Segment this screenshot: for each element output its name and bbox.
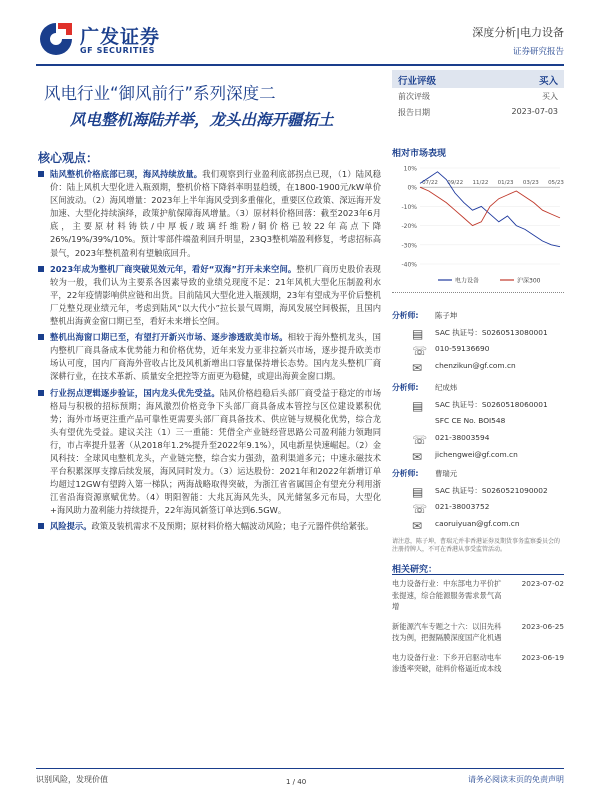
para-lead: 行业拐点逻辑逐步验证，国内龙头优先受益。 xyxy=(50,387,220,398)
analyst-phone: 021-38003594 xyxy=(435,433,490,442)
analyst-sfc: SFC CE No. BOI548 xyxy=(435,416,506,425)
bullet-icon xyxy=(38,390,44,396)
footer-disclaimer: 请务必阅读末页的免责声明 xyxy=(468,775,564,784)
core-para-4 xyxy=(38,387,381,518)
prev-rating-row xyxy=(392,88,564,104)
related-item-title[interactable]: 电力设备行业：下乡开启驱动电车渗透率突破，硅料价格逼近成本线 xyxy=(392,652,502,673)
report-subtitle: 风电整机海陆并举，龙头出海开疆拓土 xyxy=(70,111,334,129)
x-tick-label: 09/22 xyxy=(447,180,464,187)
core-body xyxy=(38,168,381,537)
analyst-3 xyxy=(392,468,564,536)
analyst-email[interactable]: chenzikun@gf.com.cn xyxy=(435,361,516,370)
analyst-name: 陈子坤 xyxy=(435,311,458,320)
related-title: 相关研究： xyxy=(392,565,438,575)
related-item[interactable] xyxy=(392,652,564,675)
related-item-date: 2023-06-19 xyxy=(521,652,564,662)
series-line xyxy=(420,172,560,247)
rating-value: 买入 xyxy=(538,76,558,87)
page-number: 1 / 40 xyxy=(286,778,307,786)
legend-label: 沪深300 xyxy=(517,277,541,285)
para-lead: 整机出海窗口期已至，有望打开新兴市场、逐步渗透欧美市场。 xyxy=(50,332,288,343)
x-tick-label: 03/23 xyxy=(522,180,539,187)
report-title: 风电行业“御风前行”系列深度二 xyxy=(44,84,276,103)
chart-svg xyxy=(392,160,564,290)
logo-cn-text: 广发证券 xyxy=(80,26,161,48)
report-date-row xyxy=(392,104,564,120)
analyst-email[interactable]: caoruiyuan@gf.com.cn xyxy=(435,519,520,528)
related-item-title[interactable]: 电力设备行业：中东部电力平价扩张提速，综合能源服务需求景气高增 xyxy=(392,579,502,611)
related-item-date: 2023-07-02 xyxy=(521,579,564,588)
analyst-label: 分析师: xyxy=(392,383,419,392)
header-divider xyxy=(36,64,564,66)
y-tick-label: -40% xyxy=(401,261,417,269)
phone-icon: ☏ xyxy=(412,344,428,358)
logo-mark-icon xyxy=(36,20,76,58)
footer-slogan: 识别风险，发现价值 xyxy=(36,775,108,784)
related-item-date: 2023-06-25 xyxy=(521,621,564,631)
bullet-icon xyxy=(38,334,44,340)
analyst-email[interactable]: jichengwei@gf.com.cn xyxy=(435,450,518,459)
analyst-name: 曹瑞元 xyxy=(435,469,458,478)
para-lead: 2023年成为整机厂商突破见效元年，看好“双海”打开未来空间。 xyxy=(50,263,297,274)
company-logo xyxy=(36,20,176,60)
core-title: 核心观点： xyxy=(38,151,99,165)
chart-divider xyxy=(392,292,564,293)
report-category: 深度分析|电力设备 xyxy=(472,26,564,39)
analyst-label: 分析师: xyxy=(392,311,419,320)
core-para-5 xyxy=(38,520,381,533)
related-item[interactable] xyxy=(392,578,564,613)
y-tick-label: -30% xyxy=(401,242,417,250)
para-text: 政策及装机需求不及预期；原材料价格大幅波动风险；电子元器件供给紧张。 xyxy=(91,521,374,532)
para-lead: 陆风整机价格底部已现，海风持续放量。 xyxy=(50,169,203,179)
x-tick-label: 05/23 xyxy=(548,180,564,187)
para-text: 我们观察到行业盈利底部拐点已现，（1）陆风稳价：陆上风机大型化进入瓶颈期，整机价格下降斜率明显趋缓，在1800-1900元/kW单价区间波动。（2）海风增量：2023年上半年海风受到多重催化，重要区位政策、深远海开发加速、大型化持续演绎，政策护航保障海风增量。（3）原材料价格回落：截至2023年6月底，主要原材料铸铁/中厚板/玻璃纤维粉/铜价格已较22年高点下降26%/19%/39%/10%。预计零部件端盈利回升明显，23Q3整机端盈利修复，考虑招标高景气，2023年整机盈利有望触底回升。 xyxy=(50,169,381,258)
analyst-1 xyxy=(392,310,564,378)
footer-divider xyxy=(36,768,564,769)
rating-box xyxy=(392,70,564,120)
bullet-icon xyxy=(38,266,44,272)
prev-rating-label: 前次评级 xyxy=(398,92,430,101)
certificate-icon: ▤ xyxy=(412,485,424,499)
analyst-sac: SAC 执证号：S0260521090002 xyxy=(435,486,548,495)
x-tick-label: 07/22 xyxy=(422,180,438,187)
para-lead: 风险提示。 xyxy=(50,521,92,532)
chart-title: 相对市场表现 xyxy=(392,149,447,159)
y-tick-label: 10% xyxy=(403,165,417,173)
email-icon: ✉ xyxy=(412,361,423,375)
certificate-icon: ▤ xyxy=(412,327,424,341)
email-icon: ✉ xyxy=(412,450,423,464)
analyst-phone: 021-38003752 xyxy=(435,502,490,511)
rating-label: 行业评级 xyxy=(398,76,437,87)
related-item-title[interactable]: 新能源汽车专题之十六：以旧先科技为例，把握隔膜深度国产化机遇 xyxy=(392,621,502,642)
header-right xyxy=(472,24,564,57)
analyst-label: 分析师: xyxy=(392,469,419,478)
bullet-icon xyxy=(38,171,44,177)
y-tick-label: 0% xyxy=(407,184,417,192)
report-date-label: 报告日期 xyxy=(398,108,430,117)
y-tick-label: -20% xyxy=(401,223,417,231)
certificate-icon: ▤ xyxy=(412,399,424,413)
phone-icon: ☏ xyxy=(412,502,428,516)
related-list xyxy=(392,578,564,683)
logo-en-text: GF SECURITIES xyxy=(80,46,156,55)
y-tick-label: -10% xyxy=(401,203,417,211)
x-tick-label: 01/23 xyxy=(497,180,514,187)
report-date-value: 2023-07-03 xyxy=(511,107,558,116)
bullet-icon xyxy=(38,523,44,529)
legend-label: 电力设备 xyxy=(455,277,480,285)
core-para-1 xyxy=(38,168,381,260)
rating-header xyxy=(392,70,564,88)
analyst-name: 纪成炜 xyxy=(435,383,458,392)
email-icon: ✉ xyxy=(412,519,423,533)
analyst-sac: SAC 执证号：S0260513080001 xyxy=(435,328,548,337)
disclaimer-note: 请注意，陈子坤，曹瑞元并非香港证券及期货事务监察委员会的注册持牌人，不可在香港从事受监管活动。 xyxy=(392,538,561,553)
core-para-2 xyxy=(38,263,381,328)
analyst-sac: SAC 执证号：S0260518060001 xyxy=(435,400,548,409)
analyst-phone: 010-59136690 xyxy=(435,344,490,353)
related-divider xyxy=(392,574,564,575)
prev-rating-value: 买入 xyxy=(542,92,558,101)
phone-icon: ☏ xyxy=(412,433,428,447)
analyst-2 xyxy=(392,382,564,467)
related-item[interactable] xyxy=(392,621,564,644)
para-text: 相较于海外整机龙头，国内整机厂商具备成本优势能力和价格优势，近年来发力亚非拉新兴市场，逐步提升欧美市场认可度，国内厂商海外营收占比及风机新增出口容量保持增长态势。国内龙头整机厂商深耕行业，在技术革新、质量安全把控等方面更为稳健，或迎出海黄金窗口期。 xyxy=(50,332,381,382)
x-tick-label: 11/22 xyxy=(472,180,489,187)
para-text: 整机厂商历史股价表现较为一般，我们认为主要系各因素导致的业绩兑现度不足：21年风机大型化压制盈利水平，22年疫情影响供应链和出货。目前陆风大型化进入瓶颈期，23年有望成为平价后整机厂兑整兑现业绩元年，考虑到陆风“以大代小”拉长景气周期，海风发展空间极振，且国内整机出海黄金窗口期已至，看好未来增长空间。 xyxy=(50,263,381,327)
report-type: 证券研究报告 xyxy=(512,47,564,57)
para-text: 陆风价格趋稳后头部厂商受益于稳定的市场格局与积极的招标预期；海风激烈价格竞争下头部厂商具备成本管控与区位建设累积优势；海外市场更注重产品可靠性更需要头部厂商具备技术、供应链与规模化优势，综合龙头有望优先受益。建议关注（1）三一重能：凭借全产业链经营思路公司盈利能力领跑同行，市占率提升显著（从2018年1.2%提升至2022年9.1%），风电新星快速崛起。（2）金风科技：全球风电整机龙头，产业链完整，综合实力强劲，盈利渠道多元；中速永磁技术平台积累深厚支撑后续发展，海风同时发力。（3）运达股份：2021年和2022年新增订单均超过12GW有望跨入第一梯队；两海战略取得突破，为浙江省省属国企有望充分利用浙江省沿海资源禀赋优势。（4）明阳智能：大兆瓦海风先头，风光储氢多元布局，大型化+海风助力盈利能力持续提升，22年海风新签订单达到6.5GW。 xyxy=(50,387,381,516)
relative-performance-chart xyxy=(392,160,564,290)
core-para-3 xyxy=(38,331,381,383)
